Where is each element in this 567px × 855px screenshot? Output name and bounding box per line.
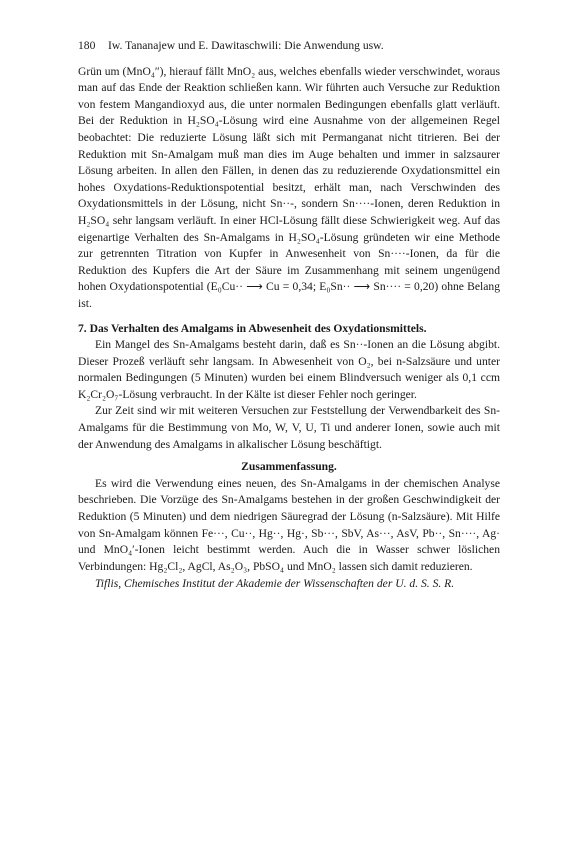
running-header bbox=[78, 38, 500, 55]
paragraph-amalgam-defect: Ein Mangel des Sn-Amalgams besteht darin, daß es Sn··-Ionen an die Lösung abgibt. Dieser Prozeß verläuft sehr langsam. In Abwesenheit von O₂, bei n-Salzsäure und unter normalen Bedingungen (5 Minuten) wurden bei einem Blindversuch weniger als 0,1 ccm K₂Cr₂O₇-Lösung verbraucht. In der Kälte ist dieser Fehler noch geringer. bbox=[78, 338, 500, 401]
summary-heading: Zusammenfassung. bbox=[241, 460, 337, 474]
section-heading: 7. Das Verhalten des Amalgams in Abwesenheit des Oxydationsmittels. bbox=[78, 321, 427, 335]
paragraph-further-work: Zur Zeit sind wir mit weiteren Versuchen zur Feststellung der Verwendbarkeit des Sn-Amalgams für die Bestimmung von Mo, W, V, U, Ti und anderer Ionen, sowie auch mit der Anwendung des Amalgams in alkalischer Lösung beschäftigt. bbox=[78, 404, 500, 451]
author-affiliation: Tiflis, Chemisches Institut der Akademie der Wissenschaften der U. d. S. S. R. bbox=[95, 577, 455, 591]
page-number: 180 bbox=[78, 39, 96, 52]
running-title: Iw. Tananajew und E. Dawitaschwili: Die Anwendung usw. bbox=[108, 39, 384, 52]
paragraph-continuation: Grün um (MnO₄″), hierauf fällt MnO₂ aus, welches ebenfalls wieder verschwindet, woraus man auf das Ende der Reaktion schließen kann. Wir führten auch Versuche zur Reduktion von festem Mangandioxyd aus, die unter normalen Bedingungen ebenfalls glatt verläuft. Bei der Reduktion in H₂SO₄-Lösung wird eine Ausnahme von der allgemeinen Regel beobachtet: Die reduzierte Lösung läßt sich mit Permanganat nicht titrieren. Bei der Reduktion mit Sn-Amalgam muß man dies im Auge behalten und immer in salzsaurer Lösung arbeiten. In allen den Fällen, in denen das zu reduzierende Oxydationsmittel ein hohes Oxydations-Reduktionspotential besitzt, erhält man, nach Verschwinden des Oxydationsmittels in der Lösung, nicht Sn··-, sondern Sn····-Ionen, deren Reduktion in H₂SO₄ sehr langsam verläuft. In einer HCl-Lösung fällt diese Schwierigkeit weg. Auf das eigenartige Verhalten des Sn-Amalgams in H₂SO₄-Lösung gründeten wir eine Methode zur getrennten Titration von Kupfer in Anwesenheit von Sn····-Ionen, da für die Reduktion des Kupfers die Art der Säure im Zusammenhang mit seinem ungenügend hohen Oxydationspotential (E₀Cu·· ⟶ Cu = 0,34; E₀Sn·· ⟶ Sn···· = 0,20) ohne Belang ist. bbox=[78, 64, 500, 310]
page bbox=[78, 38, 500, 593]
paragraph-summary: Es wird die Verwendung eines neuen, des Sn-Amalgams in der chemischen Analyse beschrieben. Die Vorzüge des Sn-Amalgams bestehen in der großen Geschwindigkeit der Reduktion (5 Minuten) und dem niedrigen Säuregrad der Lösung (n-Salzsäure). Mit Hilfe von Sn-Amalgam können Fe···, Cu··, Hg··, Hg·, Sb···, SbV, As···, AsV, Pb··, Sn····, Ag· und MnO₄′-Ionen leicht bestimmt werden. Auch die in Wasser schwer löslichen Verbindungen: Hg₂Cl₂, AgCl, As₂O₃, PbSO₄ und MnO₂ lassen sich damit reduzieren. bbox=[78, 476, 500, 573]
